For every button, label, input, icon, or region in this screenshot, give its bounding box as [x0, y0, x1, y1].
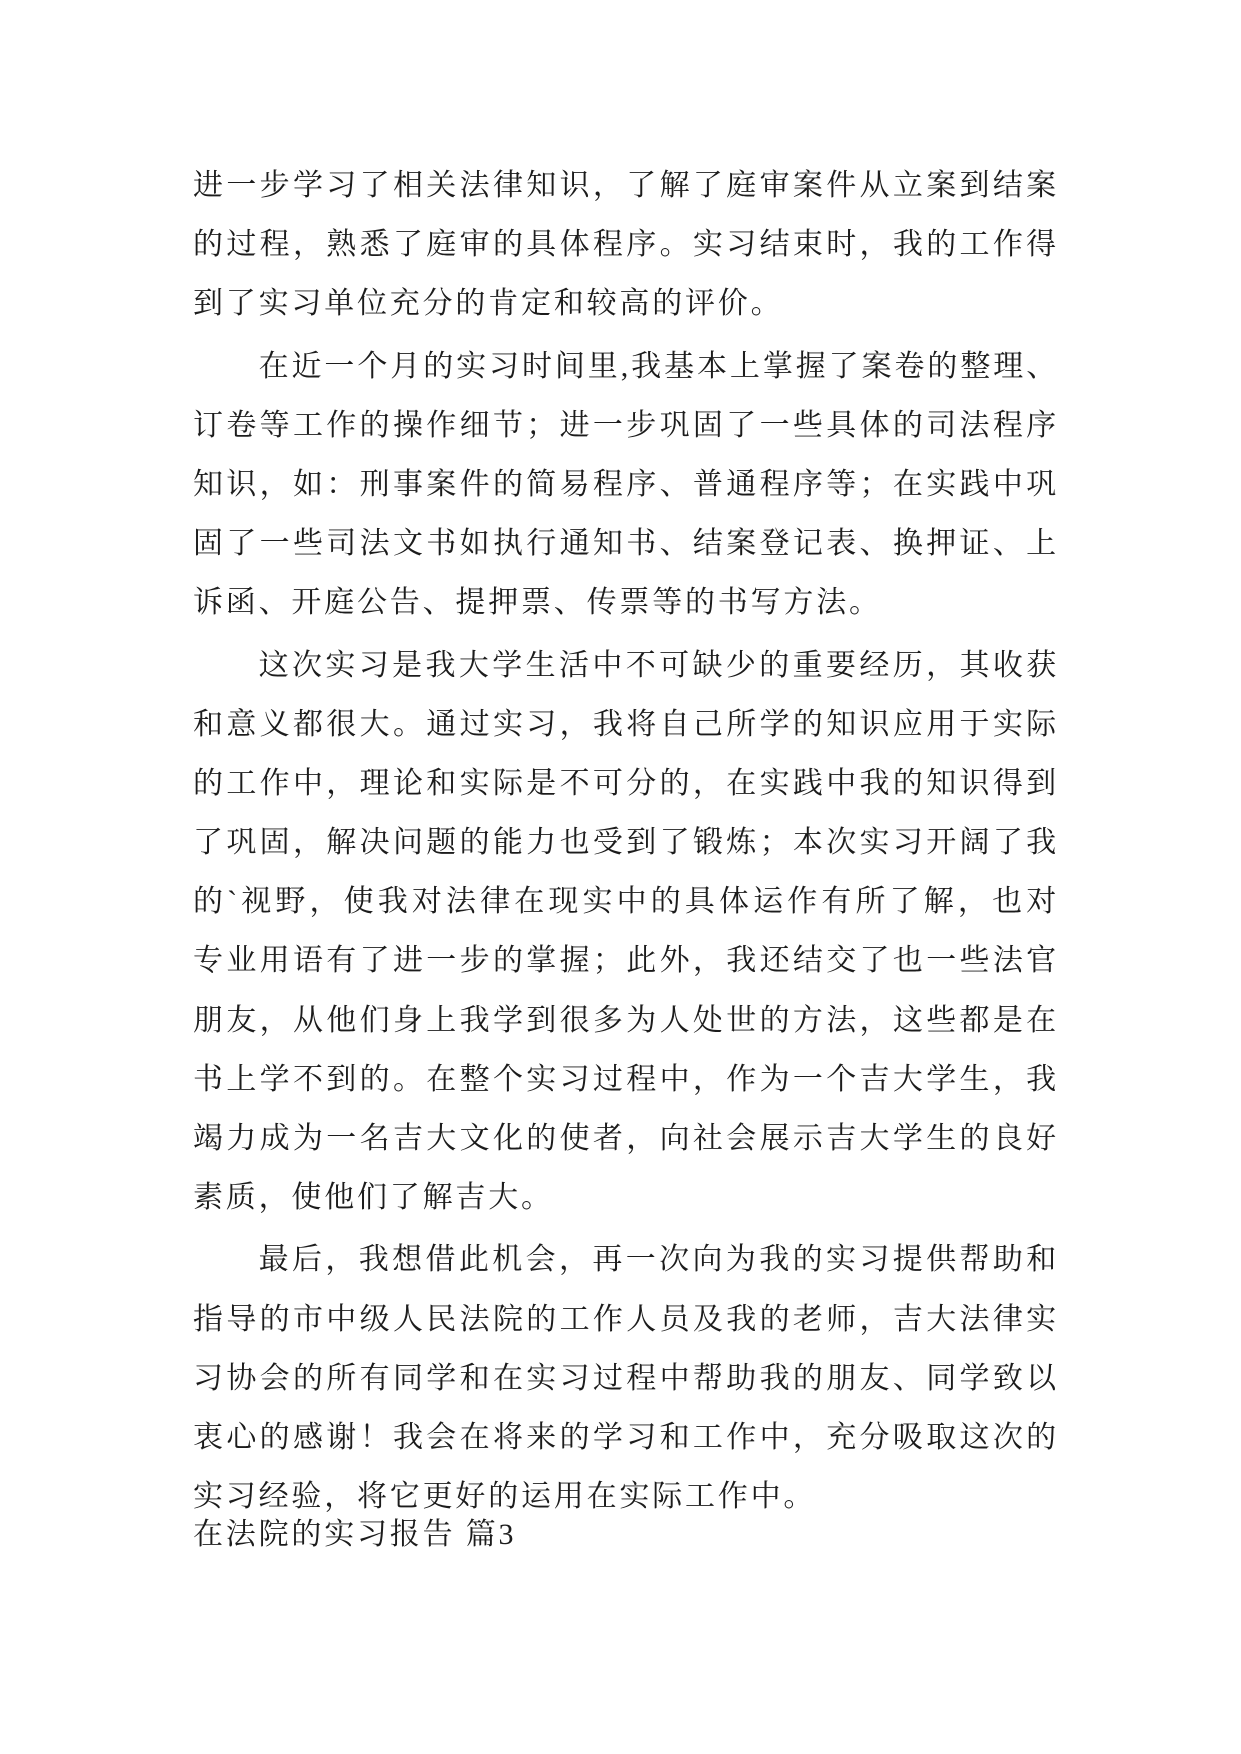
- text-line: 专业用语有了进一步的掌握；此外，我还结交了也一些法官: [193, 944, 1059, 978]
- text-line: 最后，我想借此机会，再一次向为我的实习提供帮助和: [258, 1243, 1059, 1277]
- text-line: 到了实习单位充分的肯定和较高的评价。: [193, 287, 784, 321]
- text-line: 这次实习是我大学生活中不可缺少的重要经历，其收获: [258, 648, 1059, 682]
- text-line: 诉函、开庭公告、提押票、传票等的书写方法。: [193, 586, 882, 620]
- text-line: 书上学不到的。在整个实习过程中，作为一个吉大学生，我: [193, 1062, 1059, 1096]
- paragraph: [193, 337, 1059, 633]
- text-line: 素质，使他们了解吉大。: [193, 1181, 554, 1215]
- text-line: 衷心的感谢！我会在将来的学习和工作中，充分吸取这次的: [193, 1420, 1059, 1454]
- text-line: 进一步学习了相关法律知识，了解了庭审案件从立案到结案: [193, 169, 1059, 202]
- text-line: 朋友，从他们身上我学到很多为人处世的方法，这些都是在: [193, 1003, 1059, 1037]
- text-line: 指导的市中级人民法院的工作人员及我的老师，吉大法律实: [193, 1302, 1059, 1336]
- text-line: 固了一些司法文书如执行通知书、结案登记表、换押证、上: [193, 527, 1059, 561]
- paragraph: [193, 1230, 1059, 1526]
- text-line: 实习经验，将它更好的运用在实际工作中。: [193, 1480, 817, 1514]
- text-line: 的过程，熟悉了庭审的具体程序。实习结束时，我的工作得: [193, 228, 1059, 262]
- section-heading: 在法院的实习报告 篇3: [193, 1518, 517, 1551]
- text-line: 在近一个月的实习时间里,我基本上掌握了案卷的整理、: [258, 349, 1059, 383]
- document-body: [193, 156, 1059, 1526]
- text-line: 习协会的所有同学和在实习过程中帮助我的朋友、同学致以: [193, 1361, 1059, 1395]
- text-line: 了巩固，解决问题的能力也受到了锻炼；本次实习开阔了我: [193, 826, 1059, 860]
- text-line: 知识，如：刑事案件的简易程序、普通程序等；在实践中巩: [193, 467, 1059, 501]
- text-line: 和意义都很大。通过实习，我将自己所学的知识应用于实际: [193, 707, 1059, 741]
- text-line: 订卷等工作的操作细节；进一步巩固了一些具体的司法程序: [193, 408, 1059, 442]
- text-line: 竭力成为一名吉大文化的使者，向社会展示吉大学生的良好: [193, 1122, 1059, 1155]
- text-line: 的`视野，使我对法律在现实中的具体运作有所了解，也对: [193, 885, 1059, 919]
- text-line: 的工作中，理论和实际是不可分的，在实践中我的知识得到: [193, 766, 1059, 800]
- paragraph-continuation: [193, 156, 1059, 334]
- paragraph: [193, 636, 1059, 1228]
